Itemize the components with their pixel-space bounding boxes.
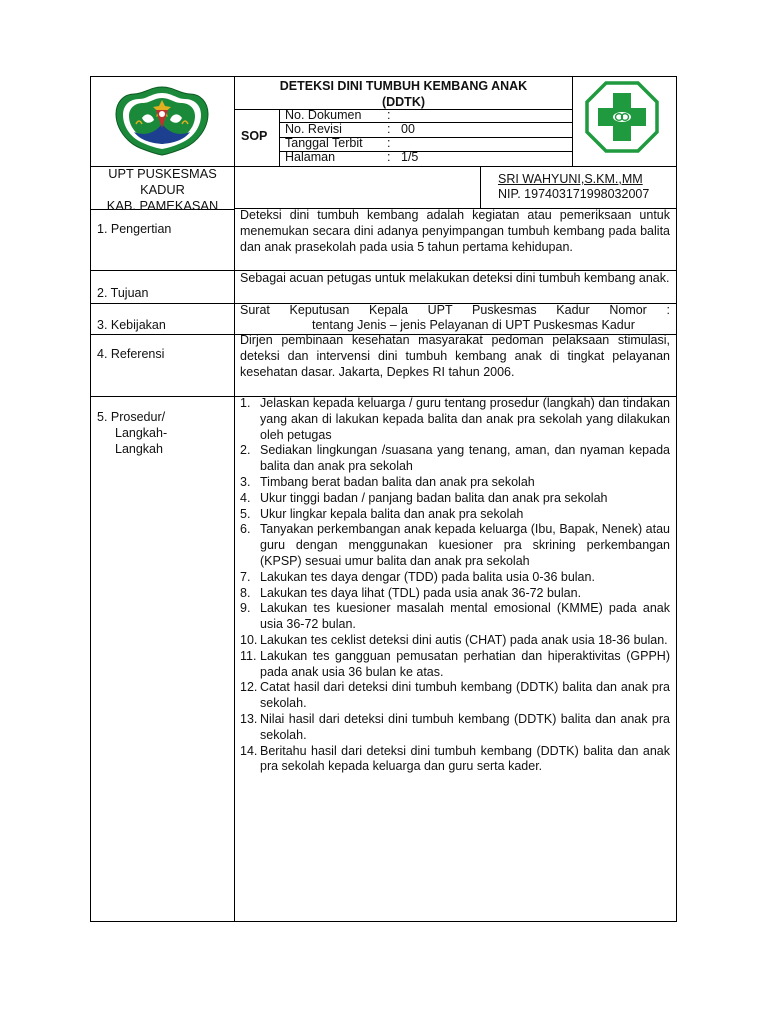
- procedure-steps-list: [240, 396, 670, 775]
- step-number: 10.: [240, 632, 258, 647]
- tujuan-text: Sebagai acuan petugas untuk melakukan deteksi dini tumbuh kembang anak.: [240, 271, 670, 285]
- prosedur-label-line-2: Langkah-: [115, 425, 168, 440]
- step-number: 9.: [240, 601, 251, 616]
- step-text: Lakukan tes gangguan pemusatan perhatian dan hiperaktivitas (GPPH) pada anak usia 36 bulan ke atas.: [260, 648, 670, 679]
- step-text: Lakukan tes daya lihat (TDL) pada usia anak 36-72 bulan.: [260, 585, 582, 600]
- regency-logo: [112, 84, 212, 156]
- meta-issue-date-sep: :: [387, 136, 391, 150]
- step-number: 5.: [240, 506, 251, 521]
- meta-revision-value: 00: [401, 122, 415, 136]
- meta-page-label: Halaman: [285, 150, 336, 164]
- title-line-2: (DDTK): [381, 94, 426, 109]
- step-text: Ukur lingkar kepala balita dan anak pra sekolah: [260, 506, 524, 521]
- puskesmas-logo: [584, 80, 660, 154]
- step-text: Nilai hasil dari deteksi dini tumbuh kembang (DDTK) balita dan anak pra sekolah.: [260, 711, 670, 742]
- meta-page-sep: :: [387, 150, 391, 164]
- step-text: Beritahu hasil dari deteksi dini tumbuh kembang (DDTK) balita dan anak pra sekolah kepada keluarga dan guru serta kader.: [260, 743, 670, 774]
- list-item: [240, 586, 670, 602]
- prosedur-label: [97, 410, 167, 457]
- meta-revision-label: No. Revisi: [285, 122, 342, 136]
- prosedur-label-line-1: 5. Prosedur/: [97, 410, 166, 424]
- step-number: 12.: [240, 680, 258, 695]
- list-item: [240, 475, 670, 491]
- list-item: [240, 712, 670, 744]
- step-text: Sediakan lingkungan /suasana yang tenang, aman, dan nyaman kepada balita dan anak pra sekolah: [260, 443, 670, 474]
- step-number: 3.: [240, 474, 251, 489]
- pengertian-text: Deteksi dini tumbuh kembang adalah kegiatan atau pemeriksaan untuk menemukan secara dini adanya penyimpangan tumbuh kembang pada balita dan anak prasekolah pada usia 5 tahun pertama kehidupan.: [240, 208, 670, 254]
- step-text: Ukur tinggi badan / panjang badan balita dan anak pra sekolah: [260, 490, 608, 505]
- step-number: 13.: [240, 711, 258, 726]
- step-text: Lakukan tes ceklist deteksi dini autis (CHAT) pada anak usia 18-36 bulan.: [260, 632, 668, 647]
- list-item: [240, 601, 670, 633]
- list-item: [240, 396, 670, 443]
- list-item: [240, 522, 670, 569]
- step-text: Tanyakan perkembangan anak kepada keluarga (Ibu, Bapak, Nenek) atau guru dengan menggunakan kuesioner pra skrining perkembangan (KPSP) sesuai umur balita dan anak pra sekolah: [260, 522, 670, 568]
- list-item: [240, 680, 670, 712]
- step-number: 11.: [240, 648, 257, 663]
- list-item: [240, 443, 670, 475]
- meta-page-value: 1/5: [401, 150, 419, 164]
- list-item: [240, 507, 670, 523]
- step-text: Catat hasil dari deteksi dini tumbuh kembang (DDTK) balita dan anak pra sekolah.: [260, 680, 670, 711]
- list-item: [240, 744, 670, 776]
- step-number: 1.: [240, 396, 251, 410]
- list-item: [240, 491, 670, 507]
- step-text: Timbang berat badan balita dan anak pra sekolah: [260, 474, 535, 489]
- signer-nip: NIP. 197403171998032007: [498, 187, 650, 201]
- step-text: Lakukan tes daya dengar (TDD) pada balita usia 0-36 bulan.: [260, 569, 595, 584]
- pengertian-label: 1. Pengertian: [97, 222, 172, 236]
- meta-issue-date-label: Tanggal Terbit: [285, 136, 363, 150]
- meta-revision-sep: :: [387, 122, 391, 136]
- step-number: 14.: [240, 743, 258, 758]
- referensi-label: 4. Referensi: [97, 347, 165, 361]
- step-number: 7.: [240, 569, 251, 584]
- title-line-1: DETEKSI DINI TUMBUH KEMBANG ANAK: [279, 79, 528, 93]
- step-number: 4.: [240, 490, 251, 505]
- organization-name: [90, 166, 235, 213]
- step-text: Lakukan tes kuesioner masalah mental emosional (KMME) pada anak usia 36-72 bulan.: [260, 601, 670, 632]
- document-title: [234, 79, 573, 111]
- referensi-text: Dirjen pembinaan kesehatan masyarakat pedoman pelaksaan stimulasi, deteksi dan intervensi dini tumbuh kembang anak di tingkat pelayanan kesehatan dasar. Jakarta, Depkes RI tahun 2006.: [240, 333, 670, 379]
- list-item: [240, 649, 670, 681]
- org-line-3: KAB. PAMEKASAN: [106, 197, 219, 213]
- org-line-2: KADUR: [140, 181, 185, 197]
- kebijakan-text-2: tentang Jenis – jenis Pelayanan di UPT Puskesmas Kadur: [312, 318, 635, 332]
- meta-doc-number-label: No. Dokumen: [285, 108, 362, 122]
- kebijakan-label: 3. Kebijakan: [97, 318, 166, 332]
- prosedur-label-line-3: Langkah: [115, 441, 163, 456]
- step-text: Jelaskan kepada keluarga / guru tentang prosedur (langkah) dan tindakan yang akan di lakukan kepada balita dan anak pra sekolah yang dilakukan oleh petugas: [260, 396, 670, 442]
- step-number: 6.: [240, 522, 251, 537]
- kebijakan-text: Surat Keputusan Kepala UPT Puskesmas Kadur Nomor :: [240, 303, 670, 317]
- list-item: [240, 570, 670, 586]
- signer-name: SRI WAHYUNI,S.KM.,MM: [498, 172, 643, 186]
- meta-doc-number-sep: :: [387, 108, 391, 122]
- step-number: 8.: [240, 585, 251, 600]
- sop-label: SOP: [241, 129, 268, 143]
- org-line-1: UPT PUSKESMAS: [108, 166, 217, 181]
- tujuan-label: 2. Tujuan: [97, 286, 149, 300]
- step-number: 2.: [240, 443, 251, 458]
- list-item: [240, 633, 670, 649]
